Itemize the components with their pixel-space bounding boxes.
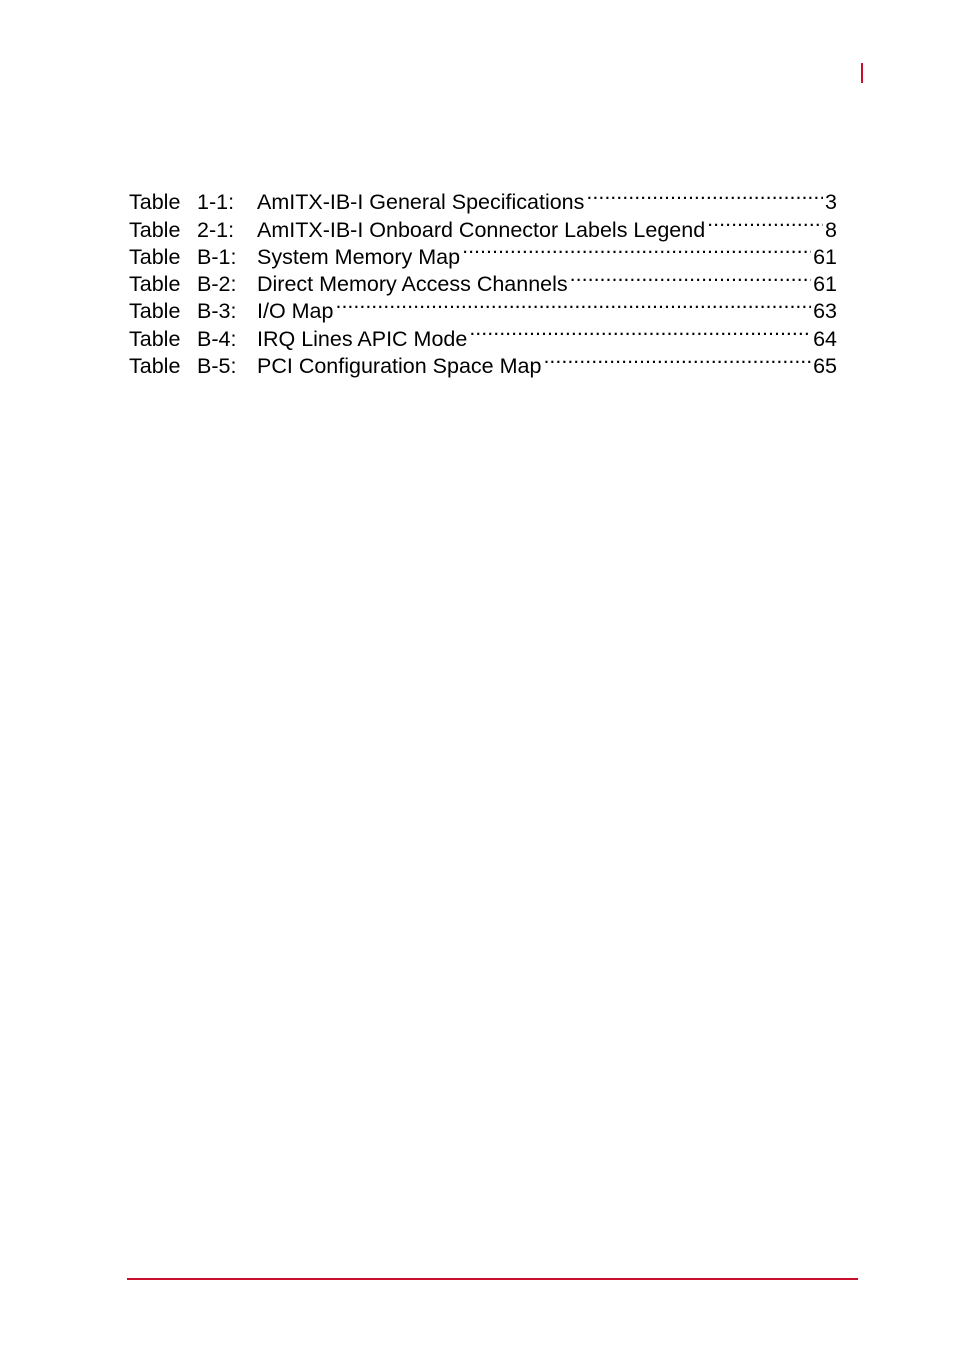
toc-entry-number: 1-1:: [197, 190, 235, 215]
toc-entry-page: 8: [825, 217, 837, 242]
toc-entry-word: Table: [129, 354, 181, 379]
toc-dot-leader: [570, 264, 811, 291]
toc-entry-page: 65: [813, 354, 837, 379]
toc-dot-leader: [462, 237, 811, 264]
toc-entry-number: B-3:: [197, 299, 237, 324]
toc-entry-word: Table: [129, 299, 181, 324]
toc-entry-word: Table: [129, 190, 181, 215]
toc-entry-word: Table: [129, 272, 181, 297]
toc-entry-number: 2-1:: [197, 217, 235, 242]
toc-entry-title: PCI Configuration Space Map: [257, 354, 542, 379]
toc-entry-page: 64: [813, 326, 837, 351]
toc-dot-leader: [707, 209, 823, 236]
footer-rule: [127, 1278, 858, 1280]
toc-entry-title: AmITX-IB-I Onboard Connector Labels Legend: [257, 217, 706, 242]
toc-entry-page: 61: [813, 272, 837, 297]
toc-entry-word: Table: [129, 326, 181, 351]
toc-entry[interactable]: [129, 182, 837, 215]
toc-entry-title: System Memory Map: [257, 244, 461, 269]
toc-entry-word: Table: [129, 217, 181, 242]
list-of-tables: [129, 182, 837, 379]
toc-entry-number: B-2:: [197, 272, 237, 297]
toc-entry-title: AmITX-IB-I General Specifications: [257, 190, 585, 215]
toc-dot-leader: [335, 291, 811, 318]
toc-entry-number: B-1:: [197, 244, 237, 269]
toc-entry-title: I/O Map: [257, 299, 334, 324]
toc-entry-title: IRQ Lines APIC Mode: [257, 326, 468, 351]
toc-entry-page: 63: [813, 299, 837, 324]
toc-dot-leader: [543, 346, 811, 373]
toc-entry-number: B-4:: [197, 326, 237, 351]
toc-entry-title: Direct Memory Access Channels: [257, 272, 568, 297]
toc-dot-leader: [586, 182, 823, 209]
header-accent-bar: [861, 63, 863, 83]
toc-dot-leader: [469, 318, 811, 345]
toc-entry-page: 61: [813, 244, 837, 269]
toc-entry-number: B-5:: [197, 354, 237, 379]
toc-entry-page: 3: [825, 190, 837, 215]
toc-entry-word: Table: [129, 244, 181, 269]
